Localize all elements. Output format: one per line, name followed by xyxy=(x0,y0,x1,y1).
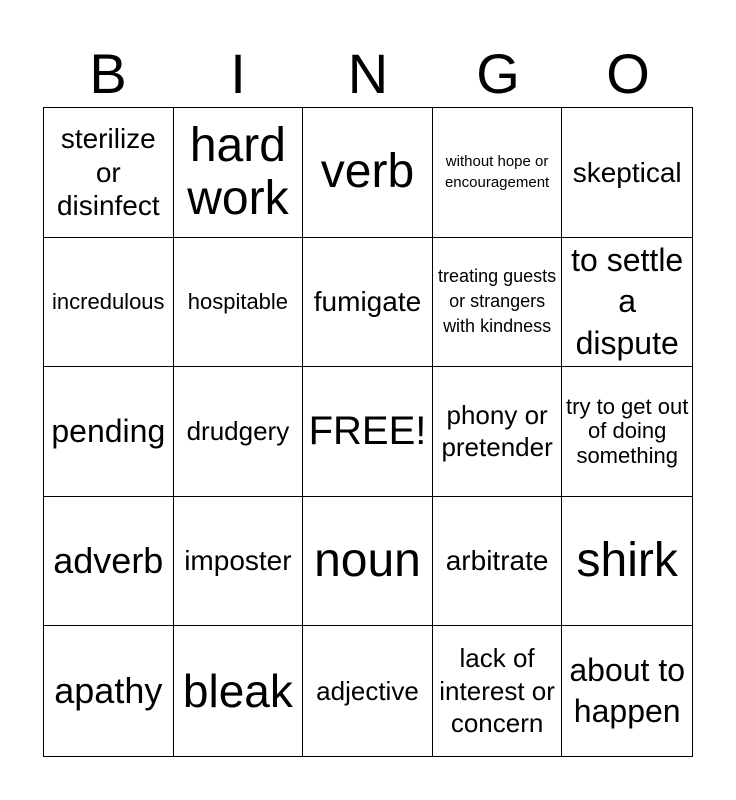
bingo-header xyxy=(43,40,693,108)
header-letter-i: I xyxy=(230,42,246,105)
bingo-cell[interactable]: adjective xyxy=(303,626,433,756)
bingo-board xyxy=(43,107,693,757)
bingo-cell[interactable]: phony or pretender xyxy=(433,367,563,497)
header-letter-g: G xyxy=(476,42,520,105)
bingo-cell[interactable]: hospitable xyxy=(174,238,304,368)
bingo-cell[interactable]: treating guests or strangers with kindness xyxy=(433,238,563,368)
bingo-cell[interactable]: try to get out of doing something xyxy=(562,367,692,497)
bingo-cell[interactable]: noun xyxy=(303,497,433,627)
bingo-cell[interactable]: to settle a dispute xyxy=(562,238,692,368)
bingo-cell[interactable]: drudgery xyxy=(174,367,304,497)
bingo-cell[interactable]: arbitrate xyxy=(433,497,563,627)
bingo-cell[interactable]: lack of interest or concern xyxy=(433,626,563,756)
bingo-cell[interactable]: incredulous xyxy=(44,238,174,368)
bingo-cell[interactable]: hard work xyxy=(174,108,304,238)
bingo-cell[interactable]: skeptical xyxy=(562,108,692,238)
bingo-cell[interactable]: apathy xyxy=(44,626,174,756)
bingo-cell[interactable]: adverb xyxy=(44,497,174,627)
bingo-cell[interactable]: shirk xyxy=(562,497,692,627)
bingo-cell[interactable]: bleak xyxy=(174,626,304,756)
header-letter-b: B xyxy=(89,42,127,105)
bingo-cell[interactable]: sterilize or disinfect xyxy=(44,108,174,238)
bingo-cell[interactable]: about to happen xyxy=(569,651,686,730)
bingo-cell[interactable]: imposter xyxy=(174,497,304,627)
header-letter-n: N xyxy=(347,42,389,105)
bingo-cell[interactable]: verb xyxy=(303,108,433,238)
bingo-cell[interactable]: pending xyxy=(44,367,174,497)
bingo-cell-free[interactable]: FREE! xyxy=(303,367,433,497)
header-letter-o: O xyxy=(606,42,650,105)
bingo-cell[interactable]: fumigate xyxy=(303,238,433,368)
bingo-cell[interactable]: without hope or encouragement xyxy=(433,108,563,238)
